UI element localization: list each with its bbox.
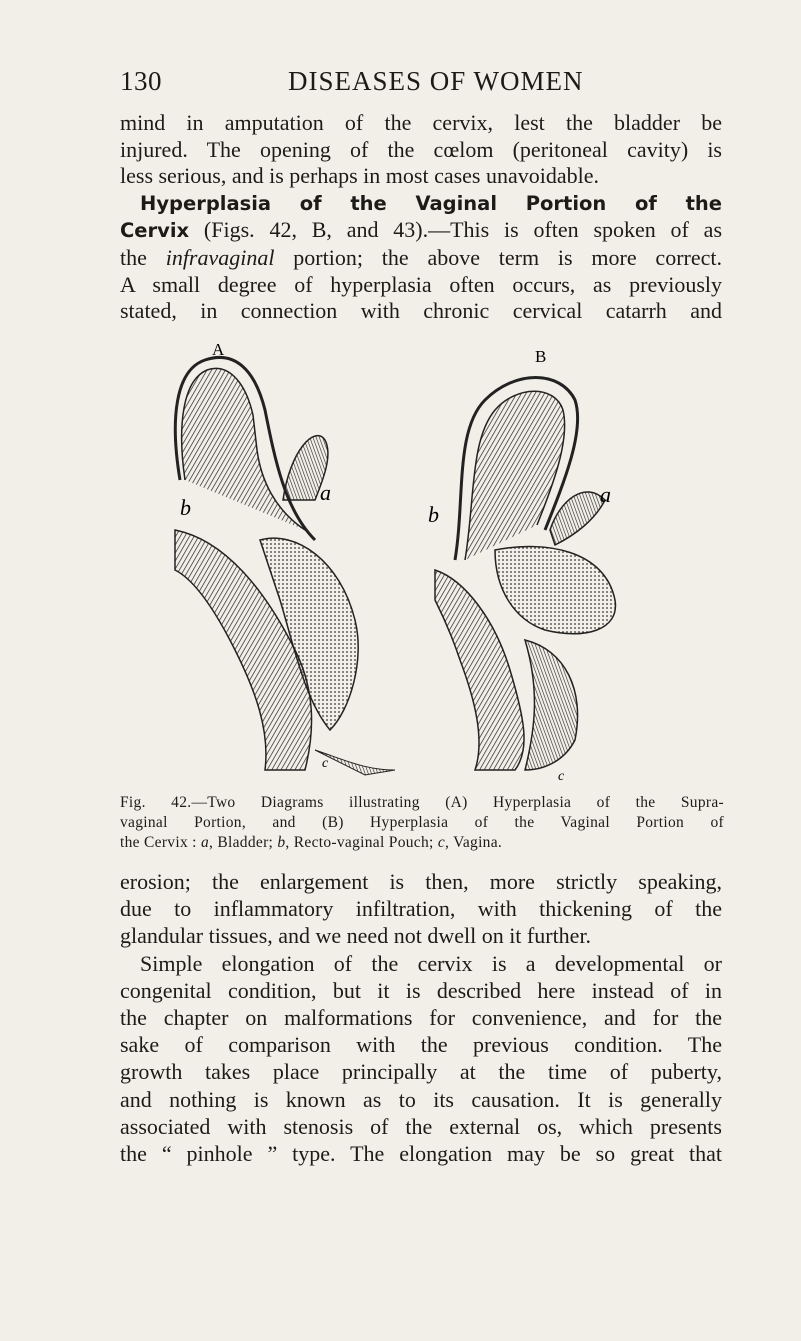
text-line: less serious, and is perhaps in most cases unavoidable. — [120, 163, 600, 189]
text-line: congenital condition, but it is described here instead of in — [120, 977, 722, 1003]
text-line: associated with stenosis of the external os, which presents — [120, 1113, 722, 1139]
text-fragment: (Figs. 42, B, and 43).—This is often spoken of as — [189, 217, 722, 243]
label-a-bladder-b: a — [600, 482, 611, 507]
uterine-wall-a — [182, 368, 305, 530]
cervix-b — [495, 547, 615, 634]
label-b-pouch-b: b — [428, 502, 439, 527]
figure-caption — [120, 793, 724, 853]
caption-key-b: b — [277, 834, 286, 851]
diagram-a — [175, 340, 395, 775]
text-fragment: portion; the above term is more correct. — [274, 244, 722, 270]
caption-fragment: , Bladder; — [209, 834, 278, 851]
caption-line — [120, 833, 724, 853]
text-line — [120, 217, 722, 245]
caption-line: Fig. 42.—Two Diagrams illustrating (A) Hyperplasia of the Supra- — [120, 794, 724, 811]
caption-line: vaginal Portion, and (B) Hyperplasia of the Vaginal Portion of — [120, 814, 724, 831]
top-text-block — [120, 110, 722, 325]
caption-key-c: c — [437, 834, 445, 851]
section-heading: Hyperplasia of the Vaginal Portion of the — [140, 191, 722, 215]
diagram-b — [428, 347, 615, 784]
anatomical-diagrams — [165, 330, 635, 790]
text-line — [120, 245, 722, 272]
section-heading-cont: Cervix — [120, 219, 190, 243]
text-line: sake of comparison with the previous condition. The — [120, 1032, 722, 1058]
label-b-pouch: b — [180, 495, 191, 520]
page-number: 130 — [120, 66, 162, 96]
text-line: due to inflammatory infiltration, with thickening of the — [120, 896, 722, 922]
text-line: injured. The opening of the cœlom (peritoneal cavity) is — [120, 136, 722, 162]
section-heading-line — [120, 190, 722, 218]
figure-42 — [165, 330, 635, 790]
text-line: A small degree of hyperplasia often occurs, as previously — [120, 271, 722, 297]
caption-fragment: the Cervix : — [120, 834, 201, 851]
label-c-vagina: c — [322, 756, 329, 771]
page-header — [120, 66, 720, 106]
uterine-wall-b — [465, 391, 565, 560]
caption-key-a: a — [200, 834, 210, 851]
text-line: the “ pinhole ” type. The elongation may be so great that — [120, 1141, 722, 1167]
text-line: growth takes place principally at the time of puberty, — [120, 1059, 722, 1085]
text-line: and nothing is known as to its causation. It is generally — [120, 1086, 722, 1112]
label-c-vagina-b: c — [558, 769, 565, 784]
anterior-wall-b — [525, 640, 578, 770]
caption-fragment: , Vagina. — [445, 834, 503, 851]
text-line: Simple elongation of the cervix is a developmental or — [140, 950, 722, 976]
text-line: erosion; the enlargement is then, more strictly speaking, — [120, 869, 722, 894]
text-line: glandular tissues, and we need not dwell on it further. — [120, 923, 592, 949]
caption-fragment: , Recto-vaginal Pouch; — [285, 834, 438, 851]
text-line: the chapter on malformations for convenience, and for the — [120, 1005, 722, 1031]
bottom-text-block — [120, 868, 722, 1167]
running-title: DISEASES OF WOMEN — [288, 66, 584, 96]
italic-term: infravaginal — [165, 244, 275, 270]
text-line: mind in amputation of the cervix, lest the bladder be — [120, 110, 722, 135]
label-a-bladder: a — [320, 480, 331, 505]
diagram-b-label: B — [535, 347, 547, 366]
diagram-a-label: A — [212, 340, 225, 359]
text-line: stated, in connection with chronic cervical catarrh and — [120, 298, 722, 324]
text-fragment: the — [120, 244, 166, 270]
